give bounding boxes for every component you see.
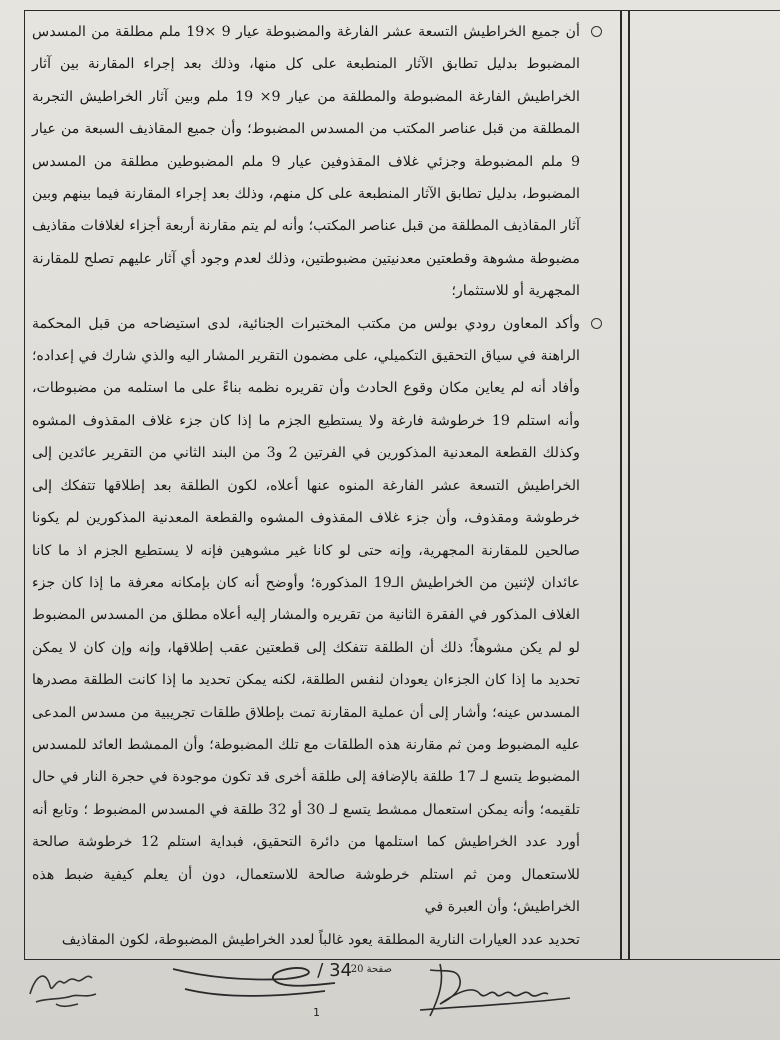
bullet-circle-icon	[591, 318, 602, 329]
body-text	[32, 16, 580, 936]
handwritten-page-number: 34 /	[317, 960, 352, 981]
continuation-line: تحديد عدد العيارات النارية المطلقة يعود غالباً لعدد الخراطيش المضبوطة، لكون المقاذيف	[61, 932, 580, 948]
signature-left	[26, 964, 106, 1014]
paragraph-text: أن جميع الخراطيش التسعة عشر الفارغة والمضبوطة عيار 9 ×19 ملم مطلقة من المسدس المضبوط بدليل تطابق الآثار المنطبعة على كل منها، وذلك بعد إجراء المقارنة بين آثار الخراطيش الفارغة المضبوطة والمطلقة من عيار 9× 19 ملم وبين آثار الخراطيش التجربة المطلقة من قبل عناصر المكتب من المسدس المضبوط؛ وأن جميع المقاذيف السبعة من عيار 9 ملم المضبوطة وجزئي غلاف المقذوفين عيار 9 ملم المضبوطين مطلقة من المسدس المضبوط، بدليل تطابق الآثار المنطبعة على كل منهم، وذلك بعد إجراء المقارنة فيما بينهم وبين آثار المقاذيف المطلقة من قبل عناصر المكتب؛ وأنه لم يتم مقارنة أربعة أجزاء لغلافات مقاذيف مضبوطة مشوهة وقطعتين معدنيتين مضبوطتين، وذلك لعدم وجود أي آثار عليهم تصلح للمقارنة المجهرية أو للاستثمار؛	[32, 24, 580, 300]
page-label: صفحة 20	[350, 964, 392, 975]
margin-line-inner	[628, 10, 630, 960]
signature-center	[165, 955, 345, 1005]
margin-line	[620, 10, 622, 960]
paragraph-text: وأكد المعاون رودي بولس من مكتب المختبرات الجنائية، لدى استيضاحه من قبل المحكمة الراهنة في سياق التحقيق التكميلي، على مضمون التقرير المشار اليه والذي شارك في إعداده؛ وأفاد أنه لم يعاين مكان وقوع الحادث وأن تقريره نظمه بناءً على ما استلمه من مضبوطات، وأنه استلم 19 خرطوشة فارغة ولا يستطيع الجزم ما إذا كان جزء غلاف المقذوف المشوه وكذلك القطعة المعدنية المذكورين في الفرتين 2 و3 من البند الثاني من التقرير عائدين إلى الخراطيش التسعة عشر الفارغة المنوه عنها أعلاه، لكون الطلقة بعد إطلاقها تتفكك إلى خرطوشة ومقذوف، وأن جزء غلاف المقذوف المشوه والقطعة المعدنية المذكورين لم يكونا صالحين للمقارنة المجهرية، وإنه حتى لو كانا غير مشوهين فإنه لا يستطيع الجزم اذ ما كانا عائدان لإثنين من الخراطيش الـ19 المذكورة؛ وأوضح أنه كان بإمكانه معرفة ما إذا كان جزء الغلاف المذكور في الفقرة الثانية من تقريره والمشار إليه أعلاه مطلق من المسدس المضبوط لو لم يكن مشوهاً؛ ذلك أن الطلقة تتفكك إلى قطعتين عقب إطلاقها، وإنه وإن كان لا يمكن تحديد ما إذا كان الجزءان يعودان لنفس الطلقة، لكنه يمكن تحديد ما إذا كانت الطلقة مصدرها المسدس عينه؛ وأشار إلى أن عملية المقارنة تمت بإطلاق طلقات تجريبية من مسدس المدعى عليه المضبوط ومن ثم مقارنة هذه الطلقات مع تلك المضبوطة؛ وأن الممشط العائد للمسدس المضبوط يتسع لـ 17 طلقة بالإضافة إلى طلقة أخرى قد تكون موجودة في حجرة النار في حال تلقيمه؛ وأنه يمكن استعمال ممشط يتسع لـ 30 أو 32 طلقة في المسدس المضبوط ؛ وتابع أنه أورد عدد الخراطيش كما استلمها من دائرة التحقيق، فبداية استلم 12 خرطوشة صالحة للاستعمال ومن ثم استلم خرطوشة صالحة للاستعمال، دون أن يعلم كيفية ضبط هذه الخراطيش؛ وأن العبرة في	[32, 315, 581, 915]
bullet-circle-icon	[591, 26, 602, 37]
paragraph	[32, 308, 580, 924]
paragraph	[32, 16, 580, 308]
signature-right	[400, 960, 590, 1030]
page-sub-mark: 1	[313, 1006, 320, 1019]
